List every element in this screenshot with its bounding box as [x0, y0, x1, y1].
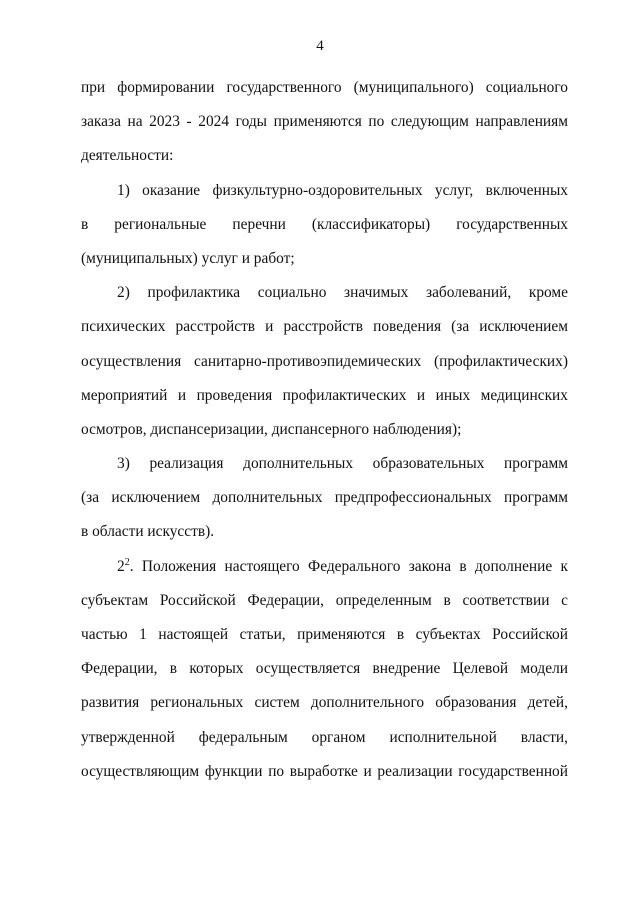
text-line: осуществления санитарно-противоэпидемических (профилактических)	[81, 352, 568, 370]
section-2-2-heading-line	[81, 550, 568, 584]
text-line: Федерации, в которых осуществляется внедрение Целевой модели	[81, 660, 568, 678]
list-item-3-line: 3) реализация дополнительных образовательных программ	[117, 455, 568, 473]
list-item-2-line: 2) профилактика социально значимых заболеваний, кроме	[117, 284, 568, 302]
section-number: 2	[117, 557, 125, 575]
text-line: осмотров, диспансеризации, диспансерного наблюдения);	[81, 420, 462, 438]
text-line: частью 1 настоящей статьи, применяются в субъектах Российской	[81, 626, 568, 643]
text-line: при формировании государственного (муниципального) социального	[81, 79, 568, 96]
page-number: 4	[316, 38, 324, 54]
text-line: деятельности:	[81, 147, 174, 165]
section-text: . Положения настоящего Федерального закона в дополнение к	[129, 557, 568, 575]
list-item-1-line: 1) оказание физкультурно-оздоровительных услуг, включенных	[117, 181, 568, 199]
text-line: психических расстройств и расстройств поведения (за исключением	[81, 318, 568, 336]
text-line: заказа на 2023 - 2024 годы применяются по следующим направлениям	[81, 113, 568, 131]
text-line: осуществляющим функции по выработке и реализации государственной	[81, 762, 568, 780]
text-line: в региональные перечни (классификаторы) государственных	[81, 215, 568, 233]
section-superscript: 2	[124, 556, 130, 568]
text-line: мероприятий и проведения профилактических и иных медицинских	[81, 386, 568, 404]
text-line: в области искусств).	[81, 523, 215, 541]
text-line: утвержденной федеральным органом исполнительной власти,	[81, 728, 568, 746]
text-line: (за исключением дополнительных предпрофессиональных программ	[81, 489, 568, 507]
document-body	[81, 71, 568, 789]
text-line: (муниципальных) услуг и работ;	[81, 249, 295, 267]
text-line: развития региональных систем дополнительного образования детей,	[81, 694, 568, 712]
text-line: субъектам Российской Федерации, определенным в соответствии с	[81, 591, 568, 609]
